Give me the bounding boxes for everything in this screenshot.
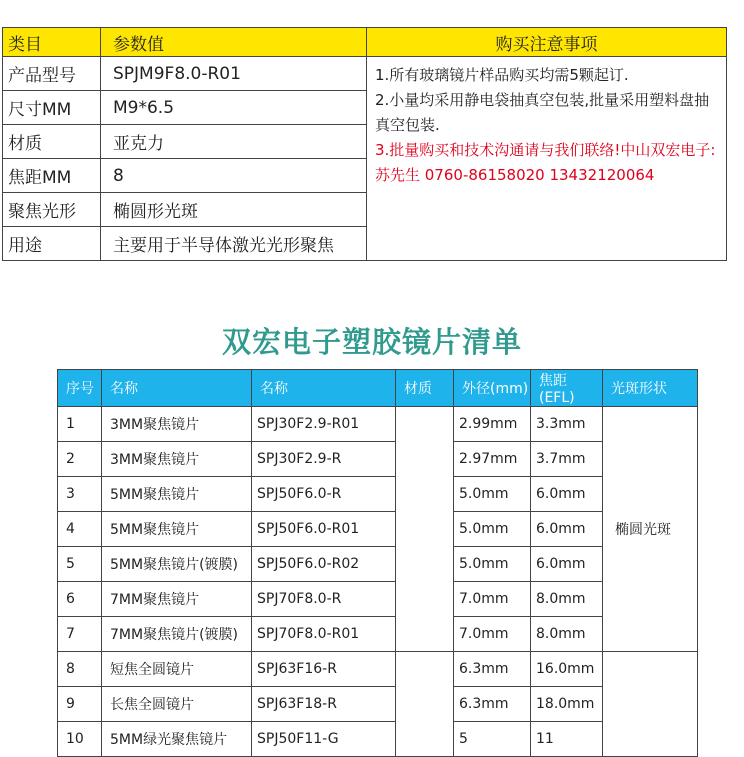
row-model: SPJ63F16-R bbox=[252, 652, 396, 687]
row-diameter: 6.3mm bbox=[454, 652, 531, 687]
row-efl: 3.3mm bbox=[531, 407, 603, 442]
row-name: 7MM聚焦镜片(镀膜) bbox=[102, 617, 252, 652]
note-1: 1.所有玻璃镜片样品购买均需5颗起订. bbox=[375, 66, 629, 84]
row-name: 短焦全圆镜片 bbox=[102, 652, 252, 687]
row-name: 5MM聚焦镜片(镀膜) bbox=[102, 547, 252, 582]
row-efl: 8.0mm bbox=[531, 582, 603, 617]
spec-value: 主要用于半导体激光光形聚焦 bbox=[101, 227, 367, 261]
table-row bbox=[58, 652, 698, 687]
row-model: SPJ70F8.0-R01 bbox=[252, 617, 396, 652]
row-material-empty bbox=[396, 407, 454, 652]
header-model: 名称 bbox=[252, 370, 396, 407]
row-model: SPJ30F2.9-R bbox=[252, 442, 396, 477]
row-name: 7MM聚焦镜片 bbox=[102, 582, 252, 617]
row-model: SPJ63F18-R bbox=[252, 687, 396, 722]
table-row bbox=[58, 477, 698, 512]
row-material-empty bbox=[396, 652, 454, 757]
row-diameter: 5.0mm bbox=[454, 547, 531, 582]
row-no: 9 bbox=[58, 687, 102, 722]
row-name: 5MM聚焦镜片 bbox=[102, 477, 252, 512]
row-efl: 11 bbox=[531, 722, 603, 757]
row-no: 1 bbox=[58, 407, 102, 442]
spec-value: 亚克力 bbox=[101, 125, 367, 159]
row-efl: 16.0mm bbox=[531, 652, 603, 687]
row-efl: 6.0mm bbox=[531, 512, 603, 547]
header-shape: 光斑形状 bbox=[603, 370, 698, 407]
row-model: SPJ50F6.0-R02 bbox=[252, 547, 396, 582]
spot-shape-elliptical: 椭圆光斑 bbox=[603, 407, 698, 652]
row-diameter: 7.0mm bbox=[454, 617, 531, 652]
row-efl: 6.0mm bbox=[531, 477, 603, 512]
header-material: 材质 bbox=[396, 370, 454, 407]
table-row bbox=[58, 582, 698, 617]
spec-label: 焦距MM bbox=[3, 159, 101, 193]
row-model: SPJ50F6.0-R01 bbox=[252, 512, 396, 547]
table-row bbox=[58, 512, 698, 547]
spec-table bbox=[2, 27, 727, 261]
row-no: 3 bbox=[58, 477, 102, 512]
header-name: 名称 bbox=[102, 370, 252, 407]
spec-value: SPJM9F8.0-R01 bbox=[101, 57, 367, 91]
spec-value: 8 bbox=[101, 159, 367, 193]
note-2: 2.小量均采用静电袋抽真空包装,批量采用塑料盘抽真空包装. bbox=[375, 91, 710, 134]
table-row bbox=[58, 722, 698, 757]
row-efl: 3.7mm bbox=[531, 442, 603, 477]
row-model: SPJ50F11-G bbox=[252, 722, 396, 757]
row-name: 3MM聚焦镜片 bbox=[102, 407, 252, 442]
row-no: 8 bbox=[58, 652, 102, 687]
purchase-notes bbox=[367, 57, 727, 261]
row-diameter: 2.97mm bbox=[454, 442, 531, 477]
row-diameter: 5.0mm bbox=[454, 477, 531, 512]
spec-label: 聚焦光形 bbox=[3, 193, 101, 227]
product-header-row bbox=[58, 370, 698, 407]
spec-header-category: 类目 bbox=[3, 28, 101, 57]
row-no: 5 bbox=[58, 547, 102, 582]
note-3-contact: 3.批量购买和技术沟通请与我们联络!中山双宏电子:苏先生 0760-86158020 13432120064 bbox=[375, 141, 716, 184]
spec-value: 椭圆形光斑 bbox=[101, 193, 367, 227]
row-diameter: 5 bbox=[454, 722, 531, 757]
row-no: 6 bbox=[58, 582, 102, 617]
row-name: 3MM聚焦镜片 bbox=[102, 442, 252, 477]
spec-header-row bbox=[3, 28, 727, 57]
spec-label: 用途 bbox=[3, 227, 101, 261]
row-no: 10 bbox=[58, 722, 102, 757]
list-title: 双宏电子塑胶镜片清单 bbox=[221, 325, 522, 359]
spec-header-value: 参数值 bbox=[101, 28, 367, 57]
row-name: 5MM聚焦镜片 bbox=[102, 512, 252, 547]
spec-header-notes: 购买注意事项 bbox=[367, 28, 727, 57]
row-efl: 8.0mm bbox=[531, 617, 603, 652]
header-efl: 焦距(EFL) bbox=[531, 370, 603, 407]
header-no: 序号 bbox=[58, 370, 102, 407]
row-name: 长焦全圆镜片 bbox=[102, 687, 252, 722]
spec-value: M9*6.5 bbox=[101, 91, 367, 125]
row-diameter: 5.0mm bbox=[454, 512, 531, 547]
spec-label: 产品型号 bbox=[3, 57, 101, 91]
row-efl: 6.0mm bbox=[531, 547, 603, 582]
row-no: 2 bbox=[58, 442, 102, 477]
table-row bbox=[58, 407, 698, 442]
row-model: SPJ50F6.0-R bbox=[252, 477, 396, 512]
spec-row bbox=[3, 57, 727, 91]
row-no: 4 bbox=[58, 512, 102, 547]
row-name: 5MM绿光聚焦镜片 bbox=[102, 722, 252, 757]
row-efl: 18.0mm bbox=[531, 687, 603, 722]
spec-label: 材质 bbox=[3, 125, 101, 159]
header-diameter: 外径(mm) bbox=[454, 370, 531, 407]
table-row bbox=[58, 442, 698, 477]
row-diameter: 2.99mm bbox=[454, 407, 531, 442]
spec-label: 尺寸MM bbox=[3, 91, 101, 125]
row-diameter: 6.3mm bbox=[454, 687, 531, 722]
row-model: SPJ30F2.9-R01 bbox=[252, 407, 396, 442]
table-row bbox=[58, 547, 698, 582]
row-no: 7 bbox=[58, 617, 102, 652]
row-diameter: 7.0mm bbox=[454, 582, 531, 617]
spot-shape-empty bbox=[603, 652, 698, 757]
product-table bbox=[57, 369, 698, 757]
row-model: SPJ70F8.0-R bbox=[252, 582, 396, 617]
table-row bbox=[58, 687, 698, 722]
table-row bbox=[58, 617, 698, 652]
